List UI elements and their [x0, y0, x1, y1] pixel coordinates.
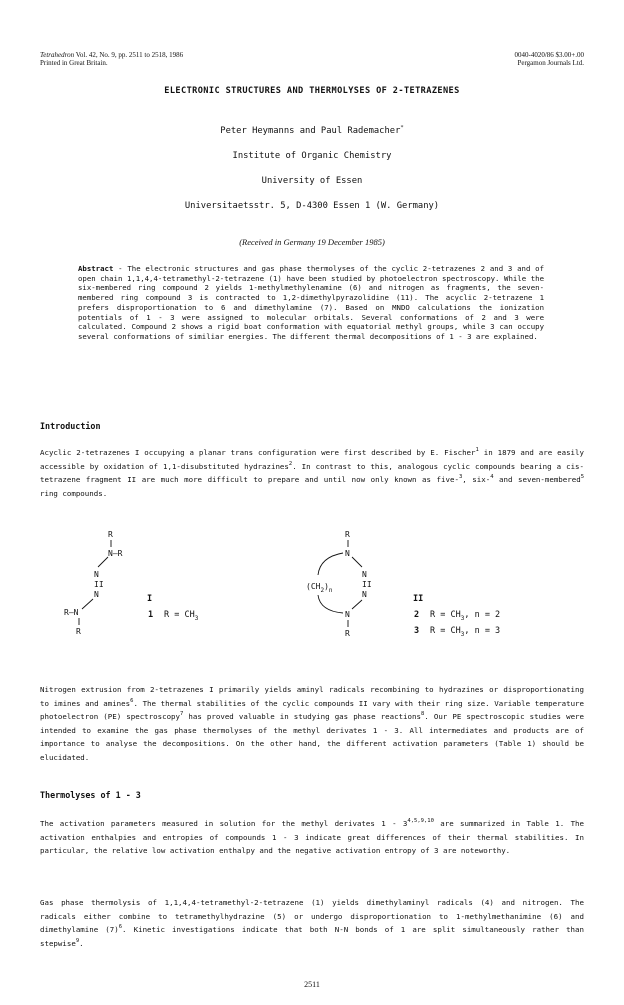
text-run: The activation parameters measured in solution for the methyl derivates 1 - 3 — [40, 819, 408, 828]
ch2-text: (CH — [306, 582, 321, 591]
compound-1-number: 1 — [148, 610, 154, 620]
journal-header-left — [40, 51, 183, 67]
atom-n-bottom: N — [345, 610, 350, 619]
abstract-label: Abstract — [78, 264, 114, 273]
introduction-paragraph-1 — [40, 446, 584, 500]
ch2-close: ) — [324, 582, 329, 591]
paper-title: ELECTRONIC STRUCTURES AND THERMOLYSES OF 2-TETRAZENES — [164, 86, 460, 96]
received-text: (Received in Germany 19 December 1985) — [239, 237, 385, 247]
formula-subscript: 3 — [460, 631, 465, 638]
compound-3-number: 3 — [414, 626, 420, 636]
atom-r-bottom: R — [76, 627, 81, 636]
text-run: Gas phase thermolysis of 1,1,4,4-tetramethyl-2-tetrazene (1) yields dimethylaminyl radicals (4) and nitrogen. The radicals either combine to tetramethylhydrazine (5) or undergo disproportionation to 1-methylmethanimine (6) and dimethylamine (7) — [40, 898, 584, 935]
formula-n: , n = 3 — [464, 626, 501, 636]
author-mark: * — [400, 125, 404, 131]
citation: 6 — [118, 924, 123, 931]
compound-1-formula — [164, 610, 199, 622]
text-run: and seven-membered — [493, 475, 581, 485]
double-bond: II — [94, 580, 104, 589]
text-run: are summarized in Table 1. The activation enthalpies and entropies of compounds 1 - 3 indicate great differences of their thermal stabilities. In particular, the relative low activation enthalpy and the negative activation entropy of 3 are noteworthy. — [40, 819, 584, 856]
compound-2-formula — [430, 610, 500, 622]
double-bond: II — [362, 580, 372, 589]
text-run: ring compounds. — [40, 488, 108, 498]
atom-n-top: N—R — [108, 549, 123, 558]
atom-n-right1: N — [362, 570, 367, 579]
formula-subscript: 3 — [194, 615, 199, 622]
atom-r-left: R—N — [64, 608, 79, 617]
text-run: , six- — [462, 475, 491, 485]
compound-2-number: 2 — [414, 610, 420, 620]
authors-names: Peter Heymanns and Paul Rademacher — [220, 126, 401, 136]
received-date — [0, 237, 624, 247]
affiliation-line-3: Universitaetsstr. 5, D-4300 Essen 1 (W. Germany) — [184, 201, 440, 211]
thermolyses-paragraph-2 — [40, 896, 584, 950]
bond — [82, 599, 93, 609]
bond — [98, 557, 108, 567]
citation: 6 — [130, 697, 134, 704]
atom-n-right2: N — [362, 590, 367, 599]
text-run: Nitrogen extrusion from 2-tetrazenes I primarily yields aminyl radicals recombining to hydrazines or disproportionating to imines and amines — [40, 685, 584, 708]
authors — [0, 126, 624, 136]
ch2-n: n — [328, 587, 333, 594]
price-code: 0040-4020/86 $3.00+.00 — [514, 51, 584, 59]
citation: 4,5,9,10 — [407, 818, 434, 824]
structure-I — [64, 530, 199, 636]
structure-II — [306, 530, 500, 638]
journal-header-right — [515, 51, 584, 67]
text-run: . The thermal stabilities of the cyclic compounds II vary with their ring size. Variable temperature photoelectron (PE) spectroscopy — [40, 698, 584, 722]
printed-in: Printed in Great Britain. — [40, 59, 108, 67]
chemical-structures — [0, 527, 624, 667]
formula-text: R = CH — [430, 610, 461, 620]
citation: 9 — [75, 937, 80, 944]
text-run: . — [79, 938, 84, 948]
bond — [352, 557, 362, 567]
citation: 1 — [475, 447, 479, 453]
text-run: . Kinetic investigations indicate that both N-N bonds of 1 are split simultaneously rather than stepwise — [40, 925, 584, 948]
structure-label-II: II — [413, 594, 424, 604]
compound-3-formula — [430, 626, 500, 638]
atom-r-top: R — [108, 530, 113, 539]
abstract-text: - The electronic structures and gas phase thermolyses of the cyclic 2-tetrazenes 2 and 3 and of open chain 1,1,4,4-tetramethyl-2-tetrazene (1) have been studied by photoelectron spectroscopy. While the six-membered ring compound 2 yields 1-methylmethylenamine (6) and nitrogen as fragments, the seven-membered ring compound 3 is contracted to 1,2-dimethylpyrazolidine (11). The acyclic 2-tetrazene 1 prefers disproportionation to 6 and dimethylamine (7). Based on MNDO calculations the ionization potentials of 1 - 3 were assigned to molecular orbitals. Several conformations of 2 and 3 were calculated. Compound 2 shows a rigid boat conformation with equatorial methyl groups, while 3 can occupy several conformations of similiar energies. The different thermal decompositions of 1 - 3 are explained. — [78, 264, 544, 341]
citation: 4 — [490, 474, 494, 481]
ch2-group — [306, 582, 333, 594]
introduction-paragraph-2 — [40, 683, 584, 765]
volume-info: Vol. 42, No. 9, pp. 2511 to 2518, 1986 — [74, 51, 184, 59]
abstract — [78, 264, 544, 342]
text-run: . In contrast to this, analogous cyclic compounds bearing a cis-tetrazene fragment II are much more difficult to prepare and until now only known as five- — [40, 461, 584, 485]
formula-n: , n = 2 — [464, 610, 501, 620]
citation: 8 — [420, 711, 425, 718]
atom-r-top: R — [345, 530, 350, 539]
journal-name: Tetrahedron — [40, 51, 75, 59]
text-run: . Our PE spectroscopic studies were intended to examine the gas phase thermolyses of the methyl derivates 1 - 3. All intermediates and products are of importance to analyse the decompositions. On the other hand, the different activation parameters (Table 1) should be elucidated. — [40, 712, 584, 762]
formula-text: R = CH — [164, 610, 195, 620]
text-run: has proved valuable in studying gas phase reactions — [183, 712, 421, 722]
formula-subscript: 3 — [460, 615, 465, 622]
citation: 5 — [580, 474, 585, 481]
formula-text: R = CH — [430, 626, 461, 636]
publisher: Pergamon Journals Ltd. — [517, 59, 584, 67]
ring-bond-top — [318, 553, 343, 575]
ch2-subscript: 2 — [320, 587, 325, 594]
atom-n-top: N — [345, 549, 350, 558]
affiliation-line-2: University of Essen — [261, 176, 363, 186]
ring-bond-bottom — [318, 595, 343, 613]
page-number: 2511 — [304, 980, 320, 989]
structure-label-I: I — [147, 594, 153, 604]
atom-n2: N — [94, 570, 99, 579]
citation: 3 — [458, 474, 463, 481]
bond — [352, 600, 362, 609]
text-run: Acyclic 2-tetrazenes I occupying a planar trans configuration were first described by E. Fischer — [40, 448, 476, 457]
affiliation-line-1: Institute of Organic Chemistry — [232, 151, 392, 161]
atom-r-bottom: R — [345, 629, 350, 638]
thermolyses-heading: Thermolyses of 1 - 3 — [40, 790, 141, 800]
citation: 2 — [288, 460, 293, 467]
introduction-heading: Introduction — [40, 421, 101, 431]
atom-n3: N — [94, 590, 99, 599]
thermolyses-paragraph-1 — [40, 817, 584, 858]
citation: 7 — [180, 711, 184, 718]
text-run: in 1879 and are easily accessible by oxidation of 1,1-disubstituted hydrazines — [40, 448, 584, 471]
